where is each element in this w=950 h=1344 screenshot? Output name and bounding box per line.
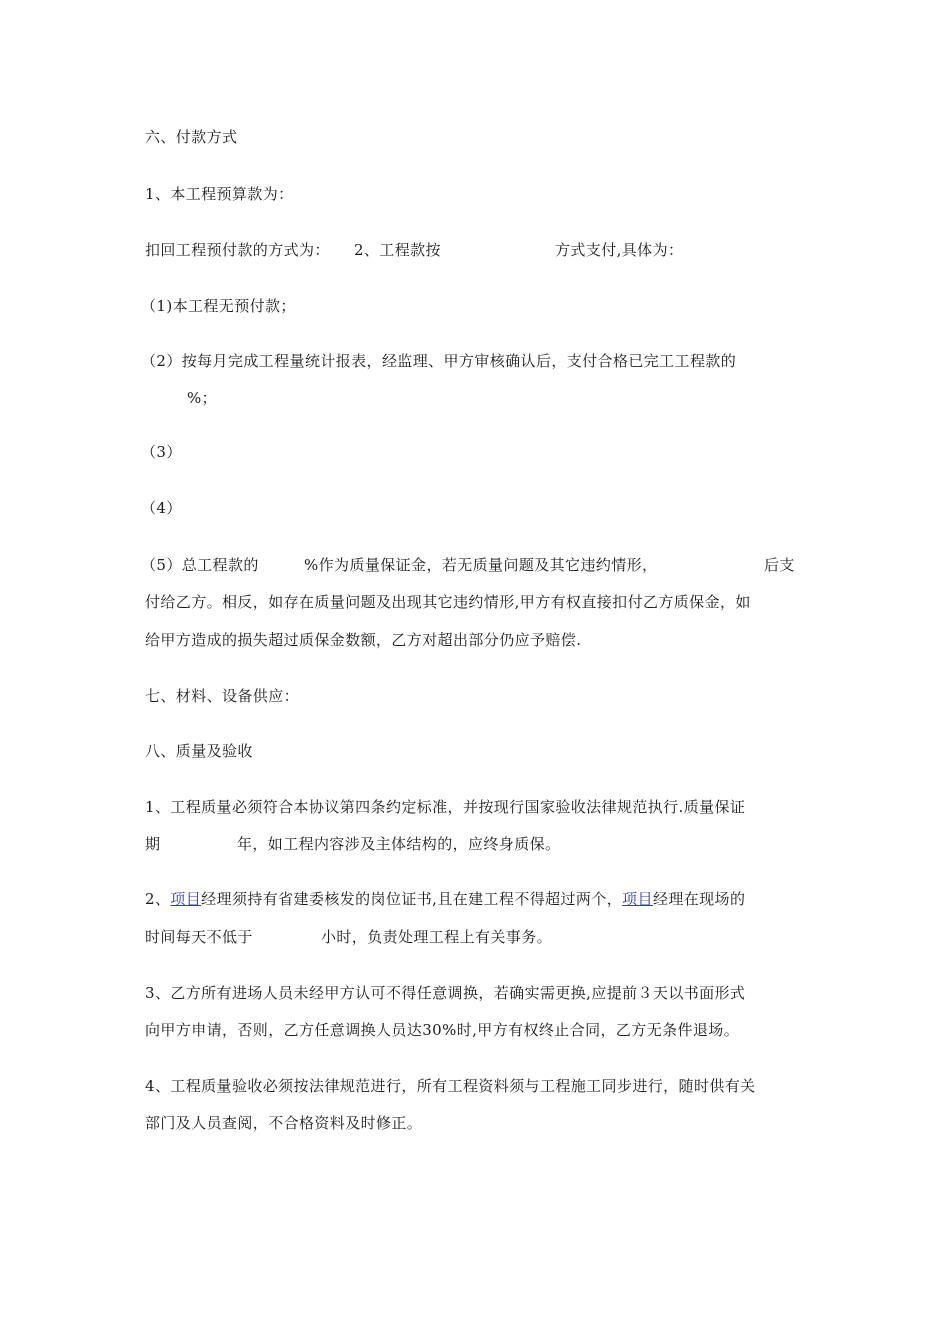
payment-clause-5-end: 后支 — [764, 556, 795, 574]
quality-clause-1-line-2-end: 年，如工程内容涉及主体结构的，应终身质保。 — [237, 835, 561, 853]
quality-clause-2-middle: 经理须持有省建委核发的岗位证书,且在建工程不得超过两个， — [201, 890, 623, 908]
quality-clause-2-line-2-end: 小时，负责处理工程上有关事务。 — [321, 928, 553, 946]
payment-clause-1: （1)本工程无预付款； — [141, 297, 296, 315]
budget-amount-line: 1、本工程预算款为： — [145, 185, 294, 203]
quality-clause-1-line-2-start: 期 — [145, 835, 161, 853]
quality-clause-3-line-2: 向甲方申请，否则，乙方任意调换人员达30%时,甲方有权终止合同，乙方无条件退场。 — [145, 1021, 740, 1039]
quality-clause-2-line-2-start: 时间每天不低于 — [145, 928, 253, 946]
quality-clause-2-end: 经理在现场的 — [652, 890, 746, 908]
quality-clause-4-line-2: 部门及人员查阅，不合格资料及时修正。 — [145, 1114, 423, 1132]
payment-method-label: 2、工程款按 — [354, 241, 441, 259]
quality-clause-2-line-1 — [145, 889, 745, 909]
quality-clause-2-prefix: 2、 — [145, 890, 171, 908]
prepayment-deduction-label: 扣回工程预付款的方式为： — [145, 241, 330, 259]
section-7-heading: 七、材料、设备供应： — [145, 687, 300, 705]
payment-clause-5-line-3: 给甲方造成的损失超过质保金数额，乙方对超出部分仍应予赔偿. — [145, 631, 582, 649]
project-link-2[interactable]: 项目 — [622, 890, 653, 908]
payment-clause-5-start: （5）总工程款的 — [141, 556, 259, 574]
project-link-1[interactable]: 项目 — [170, 890, 202, 908]
quality-clause-3-line-1: 3、乙方所有进场人员未经甲方认可不得任意调换，若确实需更换,应提前３天以书面形式 — [145, 984, 746, 1002]
quality-clause-1-line-1: 1、工程质量必须符合本协议第四条约定标准，并按现行国家验收法律规范执行.质量保证 — [145, 798, 746, 816]
section-8-heading: 八、质量及验收 — [145, 742, 253, 760]
payment-clause-4: （4） — [141, 499, 182, 517]
payment-clause-2-line-1: （2）按每月完成工程量统计报表，经监理、甲方审核确认后，支付合格已完工工程款的 — [141, 352, 737, 370]
payment-clause-5-middle: %作为质量保证金，若无质量问题及其它违约情形， — [304, 556, 658, 574]
quality-clause-4-line-1: 4、工程质量验收必须按法律规范进行，所有工程资料须与工程施工同步进行，随时供有关 — [145, 1077, 756, 1095]
payment-clause-3: （3） — [141, 443, 182, 461]
payment-detail-label: 方式支付,具体为： — [555, 241, 684, 259]
section-6-heading: 六、付款方式 — [145, 128, 238, 146]
payment-clause-2-line-2: %； — [187, 389, 218, 407]
payment-clause-5-line-2: 付给乙方。相反，如存在质量问题及出现其它违约情形,甲方有权直接扣付乙方质保金，如 — [145, 593, 751, 611]
